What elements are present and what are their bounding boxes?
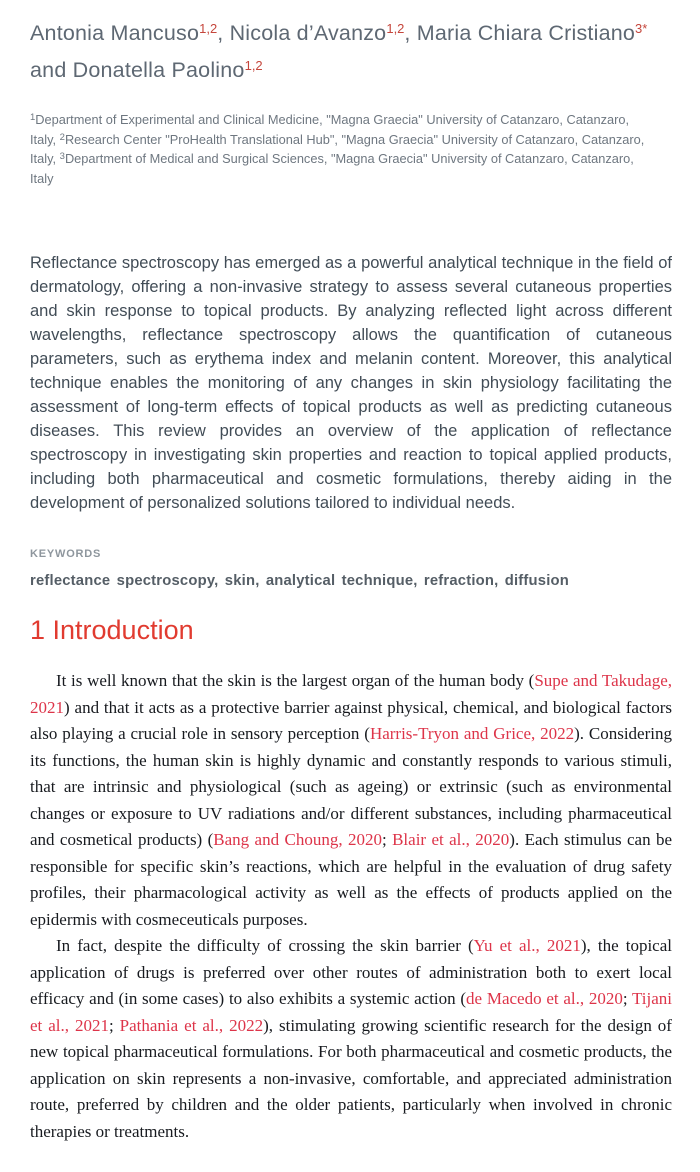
author-list (30, 16, 672, 90)
author-superscript: 1,2 (199, 21, 218, 36)
affiliation-3: Department of Medical and Surgical Sciences, "Magna Graecia" University of Catanzaro, Catanzaro, Italy (30, 151, 634, 186)
author-donatella-paolino: and Donatella Paolino (30, 58, 245, 82)
affiliation-number: 2 (59, 131, 65, 143)
author-nicola-davanzo: , Nicola d’Avanzo (217, 21, 387, 45)
citation-harris-tryon-grice-2022[interactable]: Harris-Tryon and Grice, 2022 (369, 724, 575, 743)
text-segment: ), the topical application of drugs is preferred over other routes of administration both to exert local efficacy and (in some cases) to also exhibits a systemic action ( (30, 936, 672, 1008)
author-superscript-corresponding: 3* (635, 21, 648, 36)
text-segment: ), stimulating growing scientific research for the design of new topical pharmaceutical formulations. For both pharmaceutical and cosmetic products, the application on skin represents a non-invasive, comfortable, and appreciated administration route, preferred by children and the older patients, particularly when involved in chronic therapies or treatments. (30, 1015, 672, 1141)
affiliations (30, 111, 650, 187)
author-antonia-mancuso: Antonia Mancuso (30, 21, 200, 45)
keywords-label: KEYWORDS (30, 548, 102, 560)
citation-tijani-2021[interactable]: Tijani et al., 2021 (30, 989, 672, 1035)
text-segment: ; (381, 830, 393, 849)
keywords-text: reflectance spectroscopy, skin, analytical technique, refraction, diffusion (30, 573, 570, 589)
text-segment: ; (622, 989, 632, 1008)
section-heading-introduction: 1 Introduction (30, 615, 194, 645)
author-superscript: 1,2 (386, 21, 405, 36)
intro-paragraph-2 (30, 933, 672, 1145)
intro-paragraph-1 (30, 668, 672, 933)
text-segment: ; (108, 1015, 120, 1035)
citation-bang-choung-2020[interactable]: Bang and Choung, 2020 (213, 830, 382, 849)
text-segment: ). Each stimulus can be responsible for specific skin’s reactions, which are helpful in the evaluation of drug safety profiles, their pharmacological activity as well as the effects of products applied on the epidermis with cosmeceuticals purposes. (30, 830, 672, 929)
text-segment: ) and that it acts as a protective barrier against physical, chemical, and biological factors also playing a crucial role in sensory perception ( (30, 697, 672, 743)
affiliation-2: Research Center "ProHealth Translational Hub", "Magna Graecia" University of Catanzaro, Catanzaro, Italy, (30, 131, 645, 166)
affiliation-1: Department of Experimental and Clinical Medicine, "Magna Graecia" University of Catanzaro, Catanzaro, Italy, (30, 112, 630, 147)
affiliation-number: 1 (30, 112, 36, 123)
citation-de-macedo-2020[interactable]: de Macedo et al., 2020 (466, 989, 623, 1008)
author-superscript: 1,2 (244, 58, 263, 73)
citation-supe-takudage-2021[interactable]: Supe and Takudage, 2021 (30, 671, 672, 717)
text-segment: It is well known that the skin is the largest organ of the human body ( (56, 671, 535, 690)
citation-blair-2020[interactable]: Blair et al., 2020 (392, 830, 510, 849)
abstract-text: Reflectance spectroscopy has emerged as a powerful analytical technique in the field of dermatology, offering a non-invasive strategy to assess several cutaneous properties and skin response to topical products. By analyzing reflected light across different wavelengths, reflectance spectroscopy allows the quantification of cutaneous parameters, such as erythema index and melanin content. Moreover, this analytical technique enables the monitoring of any changes in skin physiology facilitating the assessment of long-term effects of topical products as well as predicting cutaneous diseases. This review provides an overview of the application of reflectance spectroscopy in investigating skin properties and reaction to topical applied products, including both pharmaceutical and cosmetic formulations, thereby aiding in the development of personalized solutions tailored to individual needs. (30, 254, 672, 512)
citation-yu-2021[interactable]: Yu et al., 2021 (473, 936, 581, 955)
affiliation-number: 3 (59, 151, 65, 162)
author-maria-chiara-cristiano: , Maria Chiara Cristiano (404, 21, 636, 45)
citation-pathania-2022[interactable]: Pathania et al., 2022 (119, 1015, 264, 1035)
text-segment: In fact, despite the difficulty of crossing the skin barrier ( (56, 936, 474, 955)
text-segment: ). Considering its functions, the human skin is highly dynamic and constantly responds to various stimuli, that are intrinsic and physiological (such as ageing) or extrinsic (such as environmental changes or exposure to UV radiations and/or different substances, including pharmaceutical and cosmetical products) ( (30, 724, 672, 849)
